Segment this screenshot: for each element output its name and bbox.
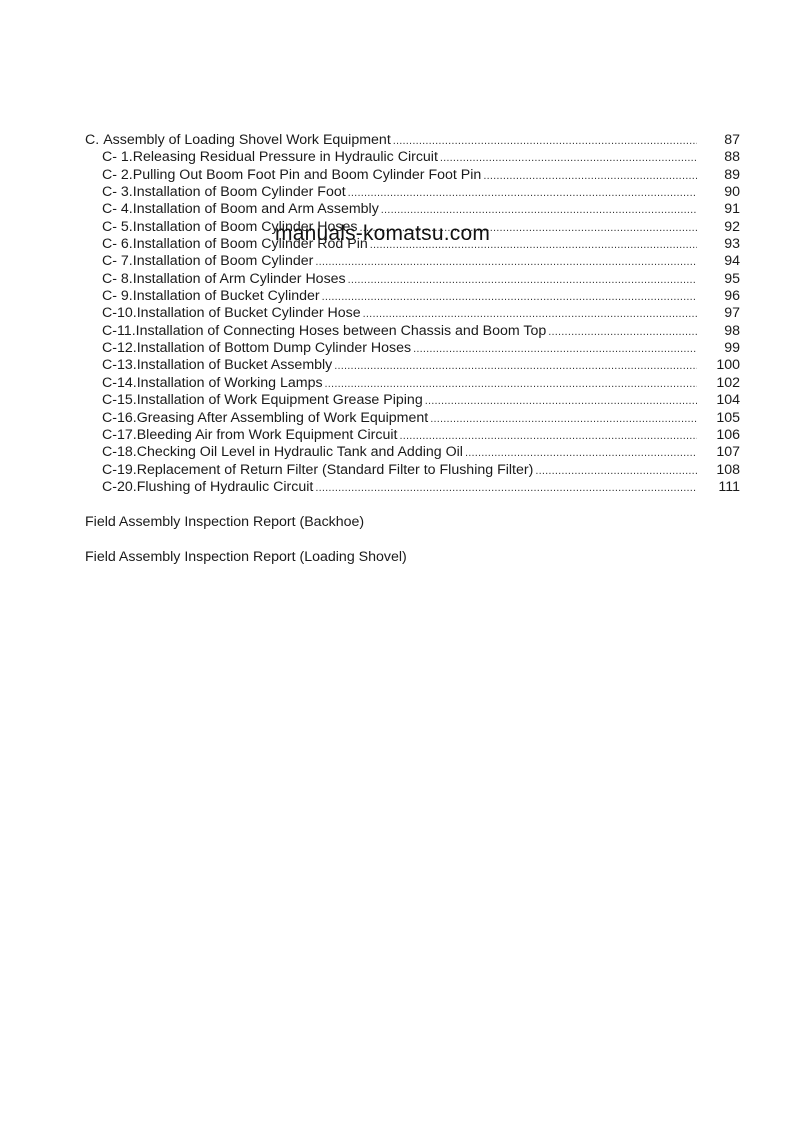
toc-item-code: C-18. xyxy=(102,444,137,461)
toc-item-page: 92 xyxy=(724,218,740,235)
toc-item-title: Installation of Bucket Cylinder xyxy=(132,288,320,305)
dot-leader xyxy=(348,185,697,202)
toc-item-code: C-14. xyxy=(102,374,137,391)
toc-item-title: Installation of Boom Cylinder xyxy=(132,253,314,270)
toc-section-title: Assembly of Loading Shovel Work Equipment xyxy=(103,132,391,148)
toc-item[interactable] xyxy=(85,444,740,461)
toc-item-code: C- 5. xyxy=(102,218,133,235)
dot-leader xyxy=(322,289,697,306)
toc-item-title: Checking Oil Level in Hydraulic Tank and Adding Oil xyxy=(136,444,463,461)
toc-item-code: C-19. xyxy=(102,461,137,478)
table-of-contents xyxy=(85,132,740,496)
toc-item[interactable] xyxy=(85,340,740,357)
toc-item-title: Installation of Arm Cylinder Hoses xyxy=(132,270,346,287)
toc-item[interactable] xyxy=(85,305,740,322)
toc-item[interactable] xyxy=(85,323,740,340)
dot-leader xyxy=(325,376,697,393)
toc-item-code: C-11. xyxy=(102,322,136,339)
dot-leader xyxy=(334,358,697,375)
toc-item-code: C- 4. xyxy=(102,201,133,218)
toc-item-title: Installation of Bottom Dump Cylinder Hoses xyxy=(136,340,412,357)
toc-item[interactable] xyxy=(85,410,740,427)
dot-leader xyxy=(348,272,697,289)
toc-item-title: Installation of Bucket Assembly xyxy=(136,357,333,374)
toc-item-page: 93 xyxy=(724,236,740,253)
dot-leader xyxy=(465,445,697,462)
toc-item-page: 108 xyxy=(716,461,740,478)
toc-item-code: C- 1. xyxy=(102,149,133,166)
toc-item[interactable] xyxy=(85,357,740,374)
toc-item-page: 106 xyxy=(716,426,740,443)
toc-item[interactable] xyxy=(85,184,740,201)
toc-section-row[interactable] xyxy=(85,132,740,149)
toc-item[interactable] xyxy=(85,253,740,270)
toc-item[interactable] xyxy=(85,462,740,479)
toc-item-page: 96 xyxy=(724,288,740,305)
dot-leader xyxy=(413,341,697,358)
toc-item-list xyxy=(85,149,740,496)
toc-item-code: C-17. xyxy=(102,426,137,443)
toc-section-page: 87 xyxy=(724,132,740,148)
dot-leader xyxy=(430,411,697,428)
toc-item-page: 100 xyxy=(716,357,740,374)
toc-item[interactable] xyxy=(85,288,740,305)
toc-item-code: C-13. xyxy=(102,357,137,374)
dot-leader xyxy=(535,463,697,480)
toc-item-page: 105 xyxy=(716,409,740,426)
toc-item-title: Releasing Residual Pressure in Hydraulic Circuit xyxy=(132,149,438,166)
toc-item-code: C-10. xyxy=(102,305,137,322)
dot-leader xyxy=(483,168,697,185)
dot-leader xyxy=(440,150,697,167)
toc-item-page: 104 xyxy=(716,392,740,409)
toc-item-page: 111 xyxy=(718,478,740,495)
toc-item-title: Installation of Boom Cylinder Rod Pin xyxy=(132,236,368,253)
dot-leader xyxy=(393,133,697,150)
toc-item-page: 102 xyxy=(716,374,740,391)
toc-item-code: C- 2. xyxy=(102,166,133,183)
toc-item-page: 94 xyxy=(724,253,740,270)
toc-item-page: 91 xyxy=(724,201,740,218)
toc-item-title: Flushing of Hydraulic Circuit xyxy=(136,478,314,495)
toc-item-title: Installation of Bucket Cylinder Hose xyxy=(136,305,361,322)
toc-item-code: C-12. xyxy=(102,340,137,357)
report-backhoe[interactable]: Field Assembly Inspection Report (Backhoe) xyxy=(85,514,365,530)
toc-item[interactable] xyxy=(85,375,740,392)
dot-leader xyxy=(399,428,697,445)
report-loading-shovel[interactable]: Field Assembly Inspection Report (Loading Shovel) xyxy=(85,549,407,565)
dot-leader xyxy=(315,254,697,271)
watermark: manuals-komatsu.com xyxy=(275,222,491,245)
dot-leader xyxy=(548,324,697,341)
toc-item-title: Installation of Working Lamps xyxy=(136,374,323,391)
toc-item-title: Replacement of Return Filter (Standard Filter to Flushing Filter) xyxy=(136,461,534,478)
toc-item-code: C- 3. xyxy=(102,184,133,201)
dot-leader xyxy=(425,393,697,410)
toc-item-title: Pulling Out Boom Foot Pin and Boom Cylinder Foot Pin xyxy=(132,166,482,183)
toc-item-page: 97 xyxy=(724,305,740,322)
toc-item-title: Installation of Connecting Hoses between Chassis and Boom Top xyxy=(135,322,547,339)
toc-item-code: C-16. xyxy=(102,409,137,426)
toc-item[interactable] xyxy=(85,479,740,496)
dot-leader xyxy=(315,480,697,497)
toc-item-code: C- 7. xyxy=(102,253,133,270)
toc-item[interactable] xyxy=(85,271,740,288)
toc-item-title: Installation of Boom and Arm Assembly xyxy=(132,201,379,218)
toc-item-title: Installation of Work Equipment Grease Piping xyxy=(136,392,423,409)
toc-item-code: C- 9. xyxy=(102,288,133,305)
dot-leader xyxy=(363,306,697,323)
toc-item-page: 107 xyxy=(716,444,740,461)
toc-item-code: C- 8. xyxy=(102,270,133,287)
toc-item-code: C-20. xyxy=(102,478,137,495)
toc-item-code: C-15. xyxy=(102,392,137,409)
toc-item-title: Installation of Boom Cylinder Foot xyxy=(132,184,346,201)
toc-item[interactable] xyxy=(85,201,740,218)
dot-leader xyxy=(381,202,697,219)
toc-item-page: 98 xyxy=(724,322,740,339)
toc-item-code: C- 6. xyxy=(102,236,133,253)
toc-item[interactable] xyxy=(85,427,740,444)
toc-item-page: 90 xyxy=(724,184,740,201)
toc-item-title: Bleeding Air from Work Equipment Circuit xyxy=(136,426,398,443)
toc-item-title: Greasing After Assembling of Work Equipment xyxy=(136,409,429,426)
toc-item-title: Installation of Boom Cylinder Hoses xyxy=(132,218,358,235)
toc-item[interactable] xyxy=(85,392,740,409)
toc-item-page: 89 xyxy=(724,166,740,183)
toc-item-page: 95 xyxy=(724,270,740,287)
toc-section-code: C. xyxy=(85,132,100,148)
toc-item[interactable] xyxy=(85,149,740,166)
toc-item-page: 99 xyxy=(724,340,740,357)
toc-item[interactable] xyxy=(85,167,740,184)
toc-item-page: 88 xyxy=(724,149,740,166)
